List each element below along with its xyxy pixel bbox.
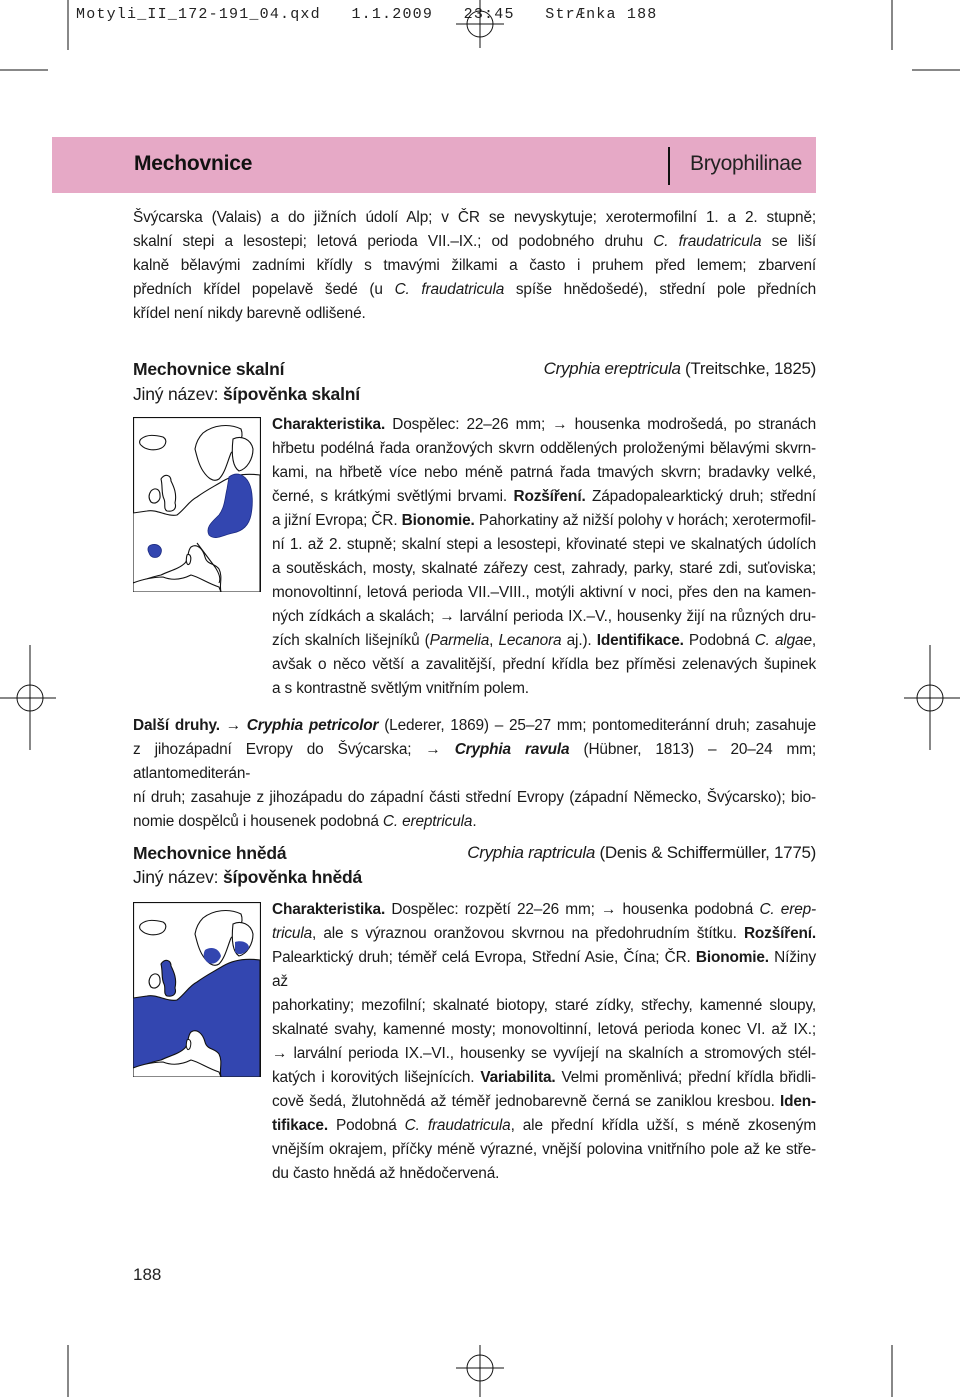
page-number: 188 xyxy=(133,1265,162,1284)
species-1-czech-name: Mechovnice skalní xyxy=(133,359,285,379)
subfamily-name: Bryophilinae xyxy=(690,152,802,175)
species-1-description: Charakteristika. Dospělec: 22–26 mm; → housenka modrošedá, po stranách hřbetu podélná řada oranžových skvrn oddělených proloženými bělavými skvrn- kami, na hřbetě více nebo méně patrná řada tmavých skvrn; bradavky velké, černé, s krátkými světlými brvami. Rozšíření. Západopalearktický druh; střední a jižní Evropa; ČR. Bionomie. Pahorkatiny až nižší polohy v horách; xerotermofil- ní 1. až 2. stupně; skalní stepi a lesostepi, křovinaté stepi ve skalnatých údolích a soutěskách, mosty, skalnaté zářezy cest, zahrady, parky, staré zdi, suťoviska; monovoltinní, letová perioda VII.–VIII., motýli aktivní v noci, přes den na kamen- ných zídkách a skalách; → larvální perioda IX.–V., housenky žijí na různých dru- zích skalních lišejníků (Parmelia, Lecanora aj.). Identifikace. Podobná C. algae, avšak o něco větší a zavalitější, přední křídla bez příměsi zelenavých šupinek a s kontrastně světlým vnitřním polem. xyxy=(272,416,817,697)
species-2-description: Charakteristika. Dospělec: rozpětí 22–26 mm; → housenka podobná C. erep- tricula, ale s výraznou oranžovou skvrnou na předohrudním štítku. Rozšíření. Palearktický druh; téměř celá Evropa, Střední Asie, Čína; ČR. Bionomie. Nížiny až pahorkatiny; mezofilní; skalnaté biotopy, staré zídky, střechy, kamenné sloupy, skalnaté svahy, kamenné mosty; monovoltinní, letová perioda konec VI. až IX.; → larvální perioda IX.–VI., housenky se vyvíjejí na skalních a stromových stél- katých i korovitých lišejnících. Variabilita. Velmi proměnlivá; přední křídla břidli- cově šedá, žlutohnědá až téměř jednobarevně černá se zaniklou kresbou. Iden- tifikace. Podobná C. fraudatricula, ale přední křídla užší, s méně zkoseným vnějším okrajem, příčky méně výrazné, vnější polovina vnitřního pole až ke stře- du často hnědá až hnědočervená. xyxy=(272,901,816,1182)
species-2-latin-name: Cryphia raptricula (Denis & Schiffermüller, 1775) xyxy=(467,843,816,862)
print-slug: Motyli_II_172-191_04.qxd 1.1.2009 23:45 StrÆnka 188 xyxy=(76,6,658,23)
header-divider xyxy=(668,147,670,185)
section-title: Mechovnice xyxy=(134,152,253,175)
intro-paragraph: Švýcarska (Valais) a do jižních údolí Alp; v ČR se nevyskytuje; xerotermofilní 1. a 2. stupně; skalní stepi a lesostepi; letová perioda VII.–IX.; od podobného druhu C. fraudatricula se liší kalně bělavými zadními křídly s tmavými žilkami a často i pruhem před lemem; zbarvení předních křídel popelavě šedé (u C. fraudatricula spíše hnědošedé), střední pole předních křídel není nikdy barevně odlišené. xyxy=(133,209,817,322)
other-species-paragraph: Další druhy. → Cryphia petricolor (Lederer, 1869) – 25–27 mm; pontomediteránní druh; zasahuje z jihozápadní Evropy do Švýcarska; → Cryphia ravula (Hübner, 1813) – 20–24 mm; atlantomediterán- ní druh; zasahuje z jihozápadu do západní části střední Evropy (západní Německo, Švýcarsko); bio- nomie dospělců i housenek podobná C. ereptricula. xyxy=(133,717,817,830)
species-1-alt-name: Jiný název: šípověnka skalní xyxy=(133,384,360,404)
species-2-czech-name: Mechovnice hnědá xyxy=(133,843,287,863)
section-header xyxy=(52,137,816,193)
species-1-latin-name: Cryphia ereptricula (Treitschke, 1825) xyxy=(543,359,816,378)
distribution-map-1 xyxy=(133,417,261,592)
distribution-map-2 xyxy=(133,902,261,1077)
species-2-alt-name: Jiný název: šípověnka hnědá xyxy=(133,867,363,887)
